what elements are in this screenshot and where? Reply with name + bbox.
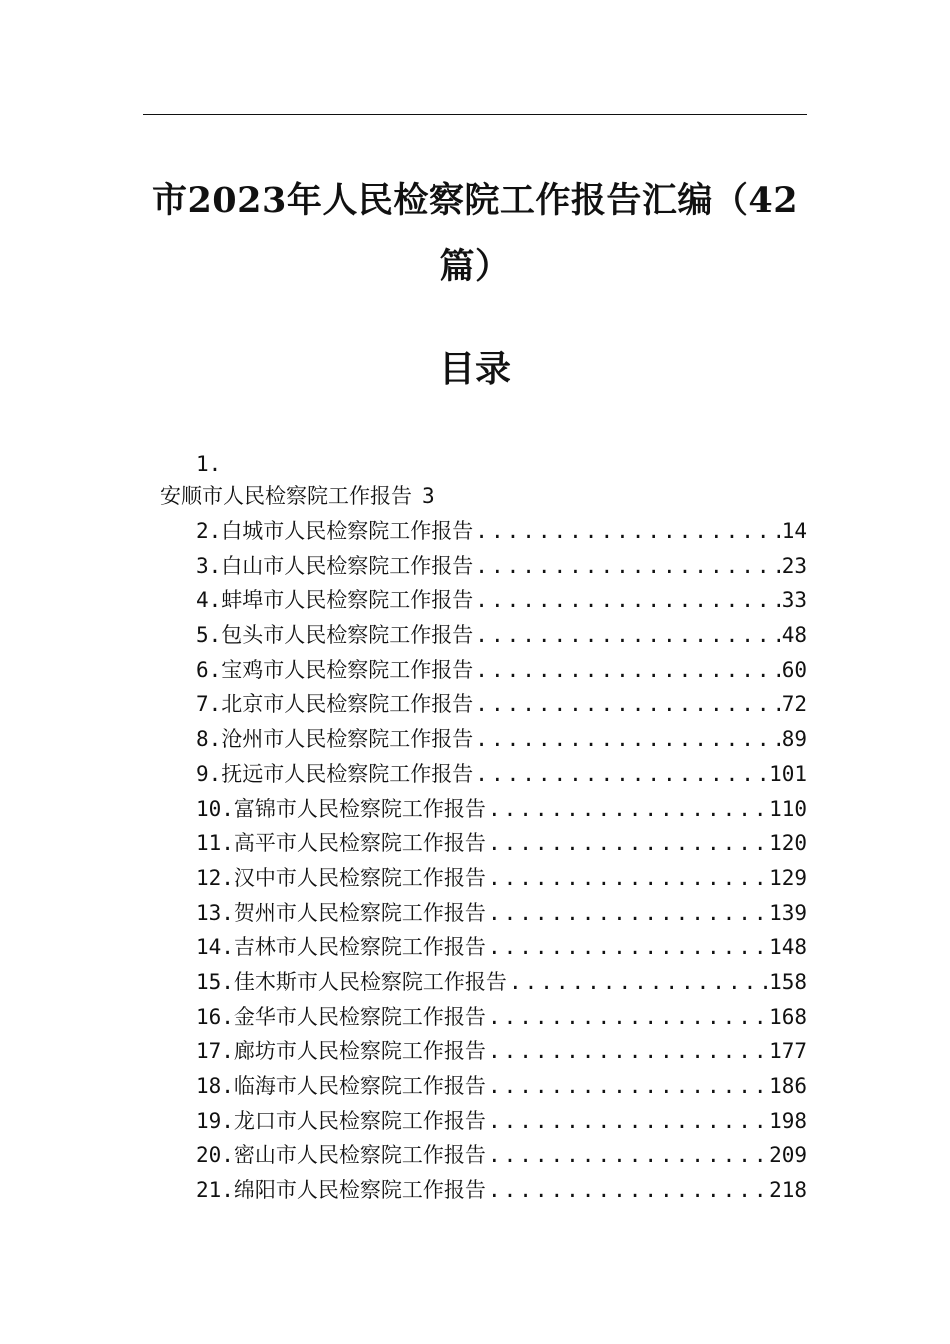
toc-entry-page: 198 bbox=[769, 1108, 807, 1133]
toc-dot-leader bbox=[488, 1000, 767, 1035]
toc-entry-title: 3.白山市人民检察院工作报告 bbox=[196, 553, 474, 578]
toc-dot-leader bbox=[488, 1138, 767, 1173]
toc-entry-page: 60 bbox=[781, 657, 807, 682]
toc-entry-title: 12.汉中市人民检察院工作报告 bbox=[196, 865, 486, 890]
toc-entry-page: 158 bbox=[769, 969, 807, 994]
toc-dot-leader bbox=[488, 826, 767, 861]
toc-entry[interactable] bbox=[196, 514, 807, 549]
toc-entry[interactable] bbox=[196, 1069, 807, 1104]
toc-entry[interactable] bbox=[196, 1173, 807, 1208]
toc-entry[interactable] bbox=[196, 792, 807, 827]
toc-entry-page: 148 bbox=[769, 935, 807, 960]
toc-entry[interactable] bbox=[196, 826, 807, 861]
toc-entry[interactable] bbox=[196, 549, 807, 584]
toc-dot-leader bbox=[488, 861, 767, 896]
document-title-line-1: 市2023年人民检察院工作报告汇编（42 bbox=[151, 180, 799, 221]
toc-entry[interactable] bbox=[196, 930, 807, 965]
toc-dot-leader bbox=[488, 1104, 767, 1139]
toc-entry-page: 186 bbox=[769, 1074, 807, 1098]
toc-entry[interactable] bbox=[196, 653, 807, 688]
toc-entry-title: 13.贺州市人民检察院工作报告 bbox=[196, 900, 486, 925]
top-rule bbox=[143, 114, 807, 115]
toc-entry-title: 15.佳木斯市人民检察院工作报告 bbox=[196, 969, 507, 994]
toc-entry-title: 21.绵阳市人民检察院工作报告 bbox=[196, 1178, 486, 1203]
toc-dot-leader bbox=[475, 549, 779, 584]
toc-entry-page: 3 bbox=[422, 484, 435, 508]
toc-dot-leader bbox=[488, 930, 767, 965]
toc-dot-leader bbox=[488, 1173, 767, 1208]
toc-entry-page: 23 bbox=[781, 553, 807, 578]
toc-entry[interactable] bbox=[196, 1138, 807, 1173]
toc-entry-page: 129 bbox=[769, 865, 807, 890]
toc-dot-leader bbox=[475, 653, 779, 688]
toc-entry-page: 209 bbox=[769, 1143, 807, 1168]
toc-entry-title: 11.高平市人民检察院工作报告 bbox=[196, 831, 486, 856]
toc-entry-title: 4.蚌埠市人民检察院工作报告 bbox=[196, 588, 474, 613]
toc-entry-title: 17.廊坊市人民检察院工作报告 bbox=[196, 1039, 486, 1064]
document-title-line-2: 篇） bbox=[439, 246, 511, 287]
toc-entry-title: 9.抚远市人民检察院工作报告 bbox=[196, 761, 474, 786]
toc-entry-title: 5.包头市人民检察院工作报告 bbox=[196, 623, 474, 648]
toc-entry-title: 8.沧州市人民检察院工作报告 bbox=[196, 727, 474, 752]
toc-dot-leader bbox=[475, 687, 779, 722]
toc-entry-page: 48 bbox=[781, 623, 807, 648]
toc-entry-page: 14 bbox=[781, 519, 807, 543]
toc-entry-title: 19.龙口市人民检察院工作报告 bbox=[196, 1108, 486, 1133]
toc-entry-title: 16.金华市人民检察院工作报告 bbox=[196, 1004, 486, 1029]
toc-entry[interactable] bbox=[196, 757, 807, 792]
toc-entry-title: 14.吉林市人民检察院工作报告 bbox=[196, 935, 486, 960]
toc-entry[interactable] bbox=[196, 896, 807, 931]
toc-heading: 目录 bbox=[438, 348, 511, 390]
toc-entry[interactable] bbox=[196, 618, 807, 653]
toc-dot-leader bbox=[488, 1069, 767, 1104]
toc-entry-page: 110 bbox=[769, 796, 807, 821]
toc-entry[interactable] bbox=[196, 965, 807, 1000]
toc-entry[interactable] bbox=[196, 583, 807, 618]
toc-dot-leader bbox=[475, 722, 779, 757]
toc-dot-leader bbox=[475, 514, 779, 549]
toc-entry-page: 33 bbox=[781, 588, 807, 613]
toc-entry-title: 18.临海市人民检察院工作报告 bbox=[196, 1074, 486, 1098]
toc-entry-title: 6.宝鸡市人民检察院工作报告 bbox=[196, 657, 474, 682]
toc-entry[interactable] bbox=[196, 1000, 807, 1035]
toc-dot-leader bbox=[488, 1034, 767, 1069]
toc-entry-page: 218 bbox=[769, 1178, 807, 1203]
toc-entry-title: 2.白城市人民检察院工作报告 bbox=[196, 519, 474, 543]
toc-entry-page: 101 bbox=[769, 761, 807, 786]
toc-entry-title: 7.北京市人民检察院工作报告 bbox=[196, 692, 474, 717]
toc-dot-leader bbox=[488, 896, 767, 931]
toc-entry-page: 139 bbox=[769, 900, 807, 925]
toc-entry-1[interactable] bbox=[160, 481, 435, 511]
toc-list bbox=[196, 514, 807, 1208]
toc-entry[interactable] bbox=[196, 1034, 807, 1069]
toc-entry-page: 177 bbox=[769, 1039, 807, 1064]
toc-entry[interactable] bbox=[196, 687, 807, 722]
toc-entry-title: 20.密山市人民检察院工作报告 bbox=[196, 1143, 486, 1168]
document-title bbox=[143, 168, 807, 300]
toc-dot-leader bbox=[488, 792, 767, 827]
toc-entry-title: 10.富锦市人民检察院工作报告 bbox=[196, 796, 486, 821]
toc-first-number: 1. bbox=[196, 452, 222, 476]
toc-entry-page: 120 bbox=[769, 831, 807, 856]
toc-entry-title: 安顺市人民检察院工作报告 bbox=[160, 484, 412, 508]
toc-dot-leader bbox=[475, 583, 779, 618]
toc-dot-leader bbox=[475, 618, 779, 653]
toc-entry[interactable] bbox=[196, 1104, 807, 1139]
toc-dot-leader bbox=[475, 757, 767, 792]
toc-entry[interactable] bbox=[196, 722, 807, 757]
toc-dot-leader bbox=[509, 965, 767, 1000]
toc-entry[interactable] bbox=[196, 861, 807, 896]
toc-entry-page: 168 bbox=[769, 1004, 807, 1029]
toc-entry-page: 72 bbox=[781, 692, 807, 717]
toc-entry-page: 89 bbox=[781, 727, 807, 752]
